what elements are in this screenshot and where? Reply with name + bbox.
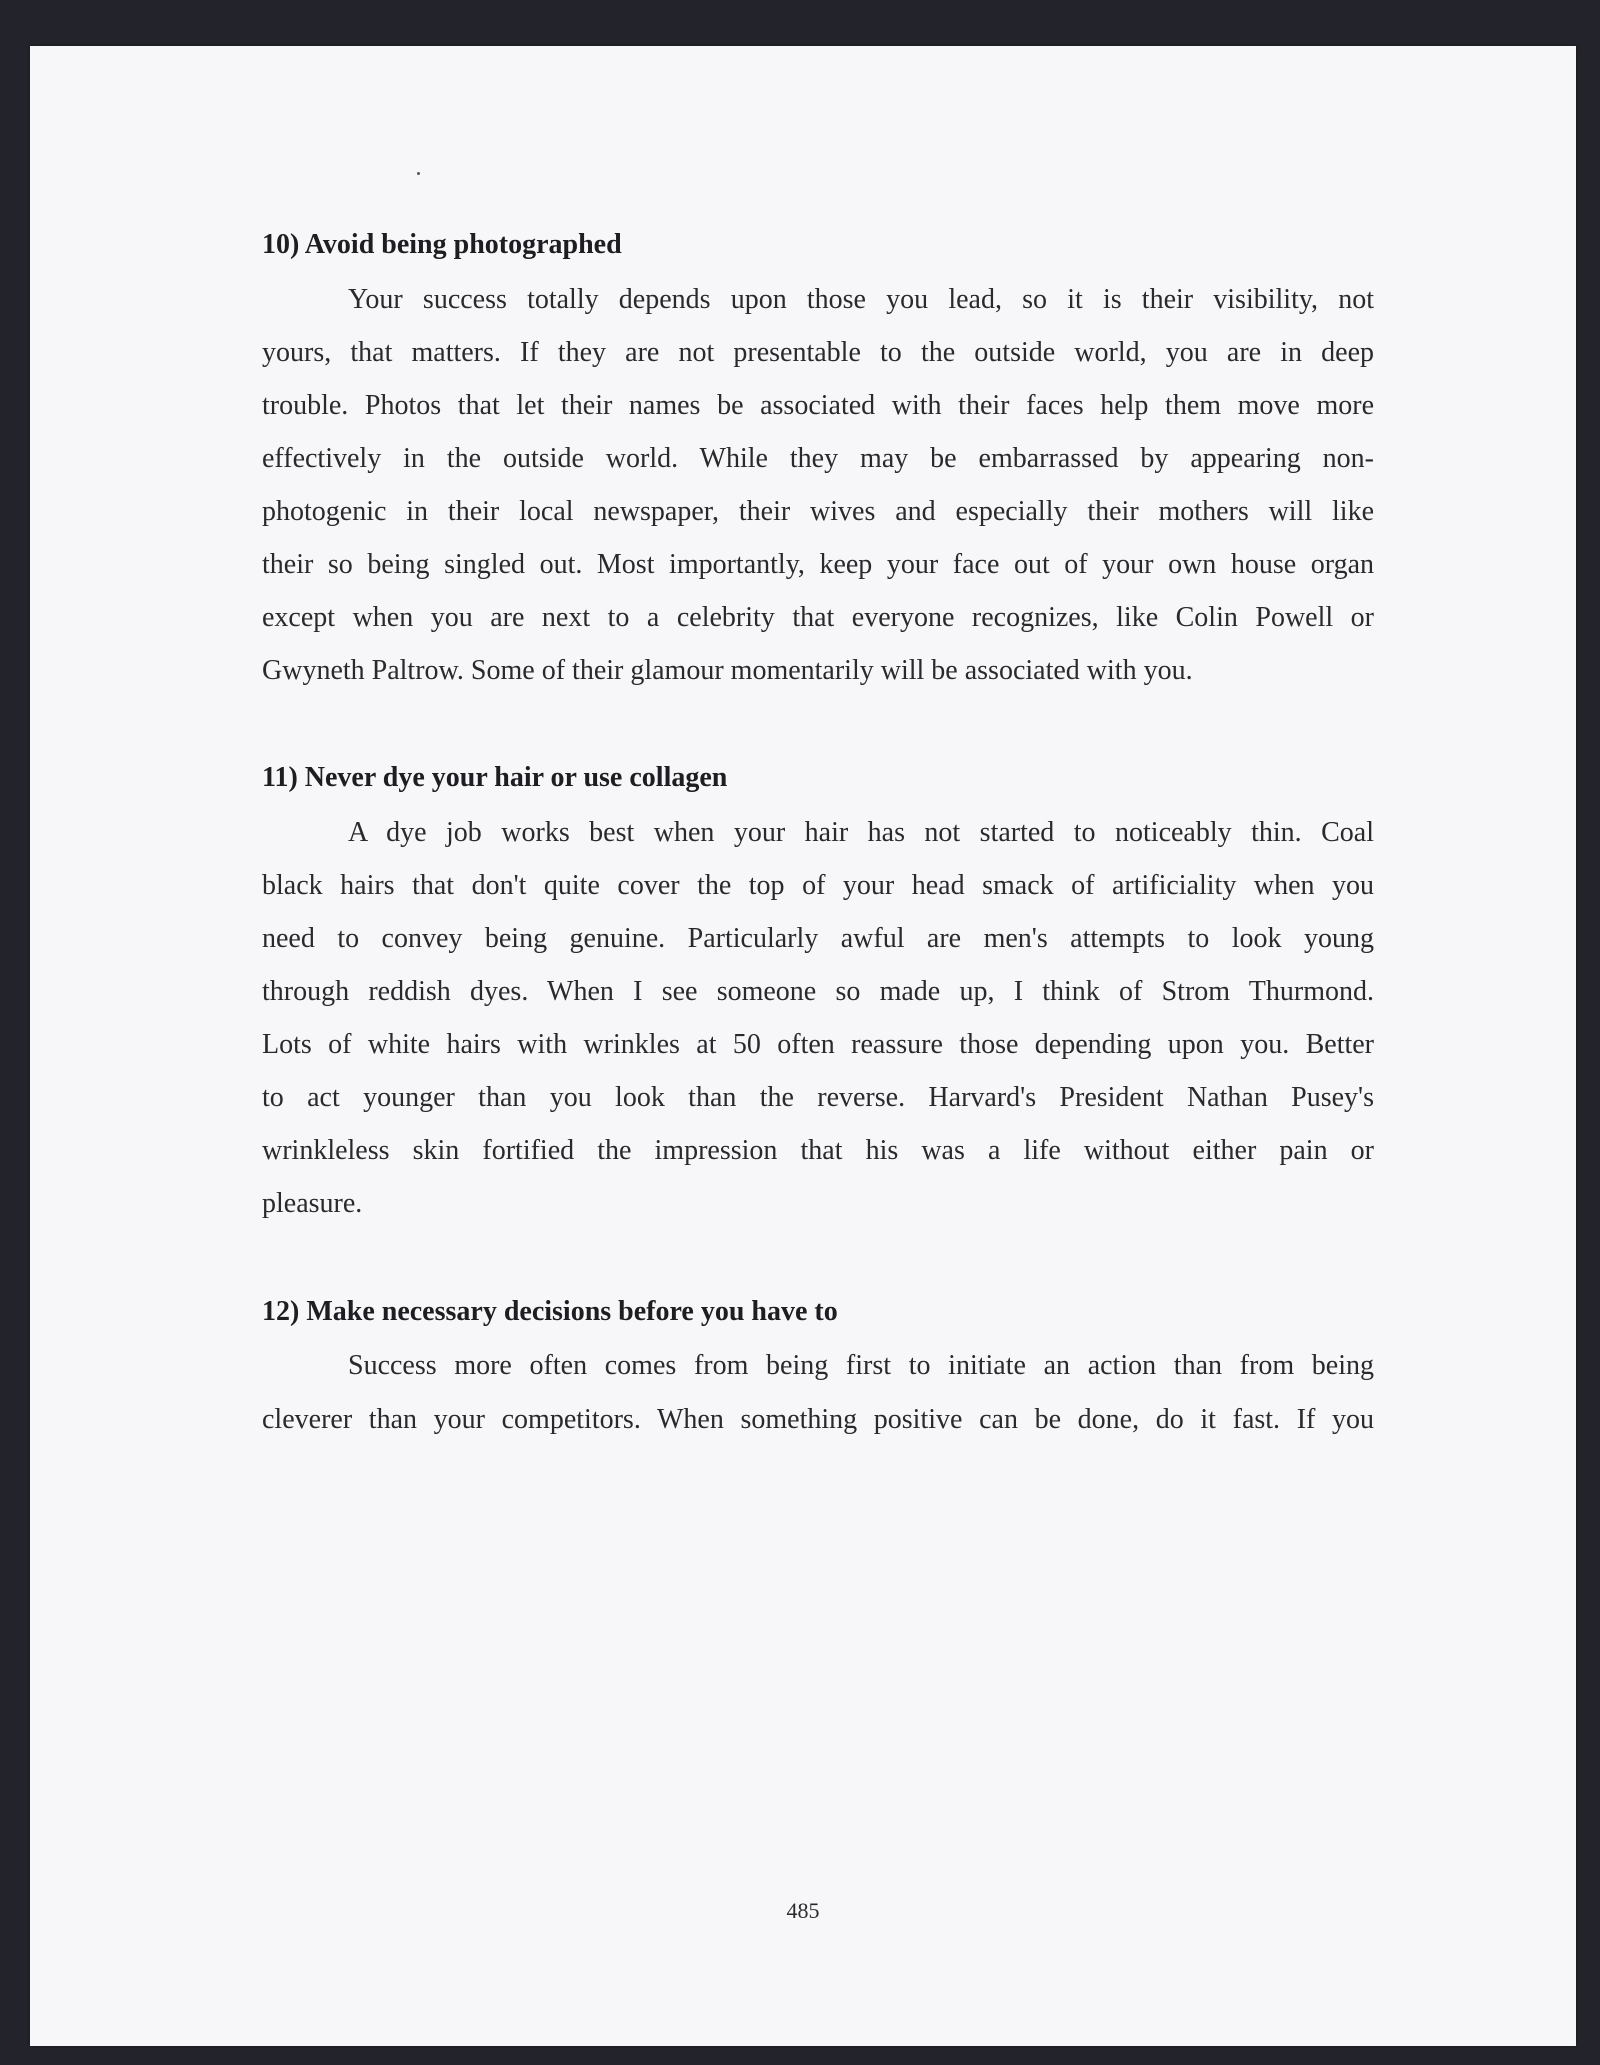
section-heading-10: 10) Avoid being photographed [262, 229, 622, 260]
paragraph-line: photogenic in their local newspaper, their wives and especially their mothers will like [262, 496, 1374, 527]
paragraph-line: effectively in the outside world. While they may be embarrassed by appearing non- [262, 443, 1374, 474]
paragraph-line: A dye job works best when your hair has not started to noticeably thin. Coal [348, 817, 1374, 848]
paragraph-line: black hairs that don't quite cover the top of your head smack of artificiality when you [262, 870, 1374, 901]
page-number: 485 [786, 1898, 820, 1923]
paragraph-line: trouble. Photos that let their names be associated with their faces help them move more [262, 390, 1374, 421]
paragraph-line: wrinkleless skin fortified the impression that his was a life without either pain or [262, 1135, 1374, 1166]
stray-mark [417, 172, 420, 175]
paragraph-line: cleverer than your competitors. When something positive can be done, do it fast. If you [262, 1404, 1374, 1435]
section-heading-11: 11) Never dye your hair or use collagen [262, 762, 728, 793]
paragraph-line: yours, that matters. If they are not presentable to the outside world, you are in deep [262, 337, 1374, 368]
document-page [30, 46, 1576, 2046]
paragraph-line: through reddish dyes. When I see someone so made up, I think of Strom Thurmond. [262, 976, 1374, 1007]
paragraph-line: need to convey being genuine. Particularly awful are men's attempts to look young [262, 923, 1374, 954]
paragraph-line: Success more often comes from being first to initiate an action than from being [348, 1350, 1374, 1381]
paragraph-line: to act younger than you look than the reverse. Harvard's President Nathan Pusey's [262, 1082, 1374, 1113]
paragraph-line: pleasure. [262, 1188, 363, 1219]
paragraph-line: Your success totally depends upon those you lead, so it is their visibility, not [348, 284, 1374, 315]
paragraph-line: Gwyneth Paltrow. Some of their glamour momentarily will be associated with you. [262, 655, 1193, 686]
paragraph-line: except when you are next to a celebrity that everyone recognizes, like Colin Powell or [262, 602, 1374, 633]
paragraph-line: Lots of white hairs with wrinkles at 50 often reassure those depending upon you. Better [262, 1029, 1374, 1060]
section-heading-12: 12) Make necessary decisions before you have to [262, 1296, 838, 1327]
paragraph-line: their so being singled out. Most importantly, keep your face out of your own house organ [262, 549, 1374, 580]
